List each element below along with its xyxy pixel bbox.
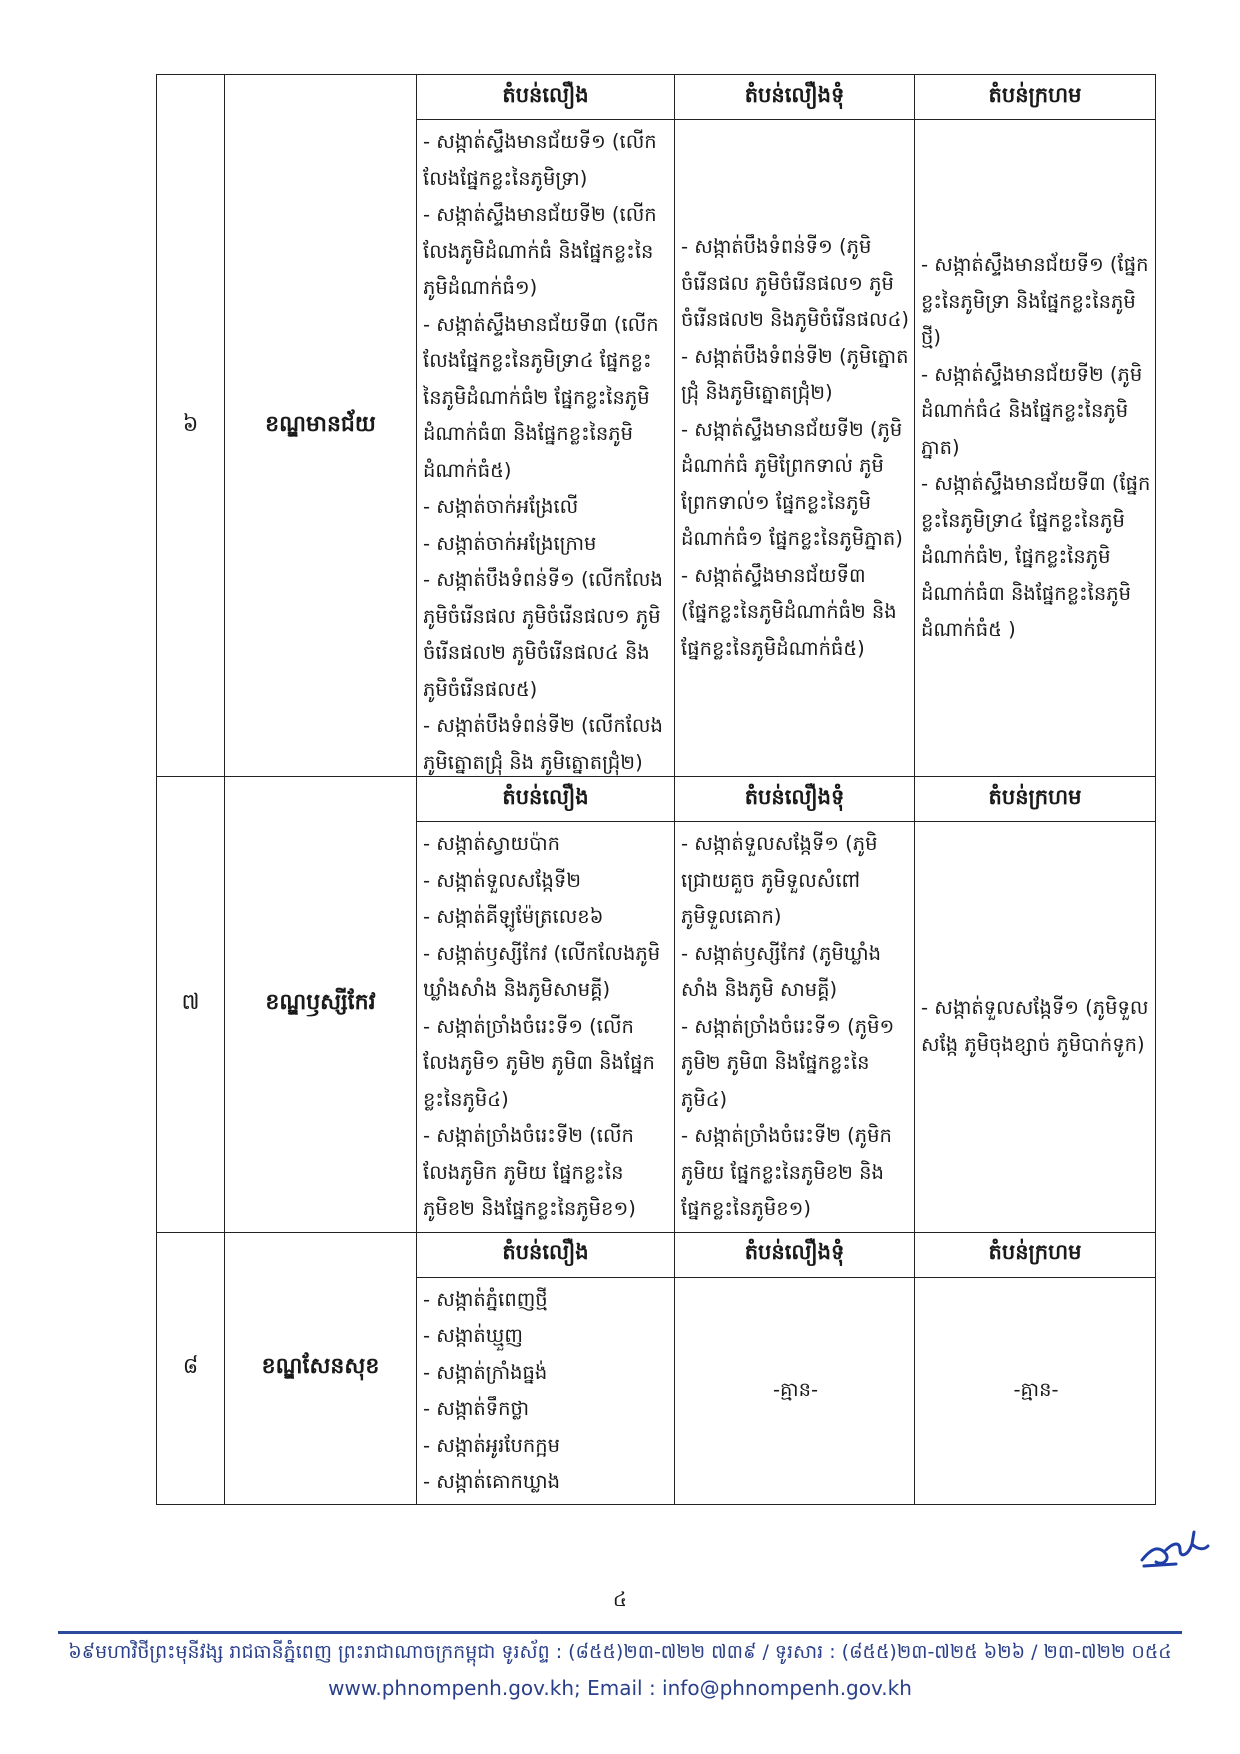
amber-zone-cell [675,822,915,1233]
section-header-row [157,75,1156,120]
list-item: - សង្កាត់គីឡូម៉ែត្រលេខ៦ [423,899,670,936]
page-number: ៤ [612,1587,628,1611]
list-item: - សង្កាត់ច្រាំងចំរេះទី២ (ភូមិក ភូមិយ ផ្នែកខ្លះនៃភូមិខ២ និងផ្នែកខ្លះនៃភូមិខ១) [681,1118,910,1228]
list-item: - សង្កាត់បឹងទំពន់ទី២ (លើកលែងភូមិត្នោតជ្រុំ និង ភូមិត្នោតជ្រុំ២) [423,708,670,781]
list-item: - សង្កាត់ស្ទឹងមានជ័យទី១ (ផ្នែកខ្លះនៃភូមិទ្រា និងផ្នែកខ្លះនៃភូមិថ្មី) [921,247,1151,357]
header-amber-zone: តំបន់លឿងទុំ [675,777,915,822]
section-number: ៦ [157,75,225,777]
footer-contact: www.phnompenh.gov.kh; Email : info@phnompenh.gov.kh [328,1676,912,1700]
header-amber-zone: តំបន់លឿងទុំ [675,75,915,120]
section-number: ៨ [157,1232,225,1504]
list-item: - សង្កាត់អូរបែកក្អម [423,1428,670,1465]
yellow-zone-cell [417,822,675,1233]
list-item: - សង្កាត់ទឹកថ្លា [423,1391,670,1428]
signature-mark [1136,1520,1212,1572]
list-item: - សង្កាត់គោកឃ្លាង [423,1464,670,1501]
header-amber-zone: តំបន់លឿងទុំ [675,1232,915,1277]
list-item: - សង្កាត់ស្ទឹងមានជ័យទី៣ (ផ្នែកខ្លះនៃភូមិទ្រា៤ ផ្នែកខ្លះនៃភូមិដំណាក់ធំ២, ផ្នែកខ្លះនៃភូមិដំណាក់ធំ៣ និងផ្នែកខ្លះនៃភូមិដំណាក់ធំ៥ ) [921,466,1151,649]
list-item: - សង្កាត់ទួលសង្កែទី១ (ភូមិជ្រោយគួច ភូមិទួលសំពៅ ភូមិទួលគោក) [681,826,910,936]
list-item: - សង្កាត់ច្រាំងចំរេះទី១ (លើកលែងភូមិ១ ភូមិ២ ភូមិ៣ និងផ្នែកខ្លះនៃភូមិ៤) [423,1009,670,1119]
red-zone-cell [915,1277,1156,1504]
header-yellow-zone: តំបន់លឿង [417,75,675,120]
yellow-zone-cell [417,120,675,777]
header-red-zone: តំបន់ក្រហម [915,75,1156,120]
section-number: ៧ [157,777,225,1233]
section-header-row [157,1232,1156,1277]
list-item: - សង្កាត់ចាក់អង្រែក្រោម [423,526,670,563]
list-item: - សង្កាត់ទួលសង្កែទី១ (ភូមិទួលសង្កែ ភូមិចុងខ្សាច់ ភូមិបាក់ទូក) [921,990,1151,1063]
header-yellow-zone: តំបន់លឿង [417,777,675,822]
list-item: - សង្កាត់ឫស្សីកែវ (ភូមិឃ្លាំងសាំង និងភូមិ សាមគ្គី) [681,936,910,1009]
list-item: - សង្កាត់ស្ទឹងមានជ័យទី៣ (លើកលែងផ្នែកខ្លះនៃភូមិទ្រា៤ ផ្នែកខ្លះនៃភូមិដំណាក់ធំ២ ផ្នែកខ្លះនៃភូមិដំណាក់ធំ៣ និងផ្នែកខ្លះនៃភូមិដំណាក់ធំ៥) [423,307,670,490]
list-item: - សង្កាត់ស្ទឹងមានជ័យទី២ (ភូមិដំណាក់ធំ ភូមិព្រែកទាល់ ភូមិព្រែកទាល់១ ផ្នែកខ្លះនៃភូមិដំណាក់ធំ១ ផ្នែកខ្លះនៃភូមិភ្នាត) [681,412,910,558]
header-red-zone: តំបន់ក្រហម [915,777,1156,822]
list-item: - សង្កាត់ស្ទឹងមានជ័យទី២ (ភូមិដំណាក់ធំ៤ និងផ្នែកខ្លះនៃភូមិភ្នាត) [921,357,1151,467]
list-item: - សង្កាត់ឫស្សីកែវ (លើកលែងភូមិឃ្លាំងសាំង និងភូមិសាមគ្គី) [423,936,670,1009]
list-item: - សង្កាត់បឹងទំពន់ទី២ (ភូមិត្នោតជ្រុំ និងភូមិត្នោតជ្រុំ២) [681,339,910,412]
khan-name: ខណ្ឌមានជ័យ [225,75,417,777]
list-item: - សង្កាត់ច្រាំងចំរេះទី១ (ភូមិ១ ភូមិ២ ភូមិ៣ និងផ្នែកខ្លះនៃភូមិ៤) [681,1009,910,1119]
list-item: - សង្កាត់ស្ទឹងមានជ័យទី១ (លើកលែងផ្នែកខ្លះនៃភូមិទ្រា) [423,124,670,197]
list-item: - សង្កាត់ក្រាំងធ្នង់ [423,1355,670,1392]
khan-name: ខណ្ឌសែនសុខ [225,1232,417,1504]
zone-table [156,74,1156,1505]
list-item: - សង្កាត់ស្វាយប៉ាក [423,826,670,863]
header-yellow-zone: តំបន់លឿង [417,1232,675,1277]
footer-address: ៦៩មហាវិថីព្រះមុនីវង្ស រាជធានីភ្នំពេញ ព្រះរាជាណាចក្រកម្ពុជា ទូរស័ព្ទ : (៨៥៥)២៣-៧២២ ៧៣៩ / ទូរសារ : (៨៥៥)២៣-៧២៥ ៦២៦ / ២៣-៧២២ ០៥៤ [68,1641,1172,1663]
header-red-zone: តំបន់ក្រហម [915,1232,1156,1277]
none-label: -គ្មាន- [1013,1378,1059,1402]
list-item: - សង្កាត់បឹងទំពន់ទី១ (លើកលែងភូមិចំរើនផល ភូមិចំរើនផល១ ភូមិចំរើនផល២ ភូមិចំរើនផល៤ និងភូមិចំរើនផល៥) [423,562,670,708]
none-label: -គ្មាន- [772,1378,819,1402]
khan-name: ខណ្ឌឫស្សីកែវ [225,777,417,1233]
amber-zone-cell [675,120,915,777]
list-item: - សង្កាត់បឹងទំពន់ទី១ (ភូមិចំរើនផល ភូមិចំរើនផល១ ភូមិចំរើនផល២ និងភូមិចំរើនផល៤) [681,229,910,339]
yellow-zone-cell [417,1277,675,1504]
list-item: - សង្កាត់ចាក់អង្រែលើ [423,489,670,526]
red-zone-cell [915,822,1156,1233]
list-item: - សង្កាត់ច្រាំងចំរេះទី២ (លើកលែងភូមិក ភូមិយ ផ្នែកខ្លះនៃភូមិខ២ និងផ្នែកខ្លះនៃភូមិខ១) [423,1118,670,1228]
red-zone-cell [915,120,1156,777]
list-item: - សង្កាត់ឃ្មួញ [423,1318,670,1355]
list-item: - សង្កាត់ភ្នំពេញថ្មី [423,1282,670,1319]
section-header-row [157,777,1156,822]
amber-zone-cell [675,1277,915,1504]
list-item: - សង្កាត់ទួលសង្កែទី២ [423,863,670,900]
footer-divider [58,1631,1182,1634]
list-item: - សង្កាត់ស្ទឹងមានជ័យទី២ (លើកលែងភូមិដំណាក់ធំ និងផ្នែកខ្លះនៃភូមិដំណាក់ធំ១) [423,197,670,307]
list-item: - សង្កាត់ស្ទឹងមានជ័យទី៣ (ផ្នែកខ្លះនៃភូមិដំណាក់ធំ២ និងផ្នែកខ្លះនៃភូមិដំណាក់ធំ៥) [681,558,910,668]
